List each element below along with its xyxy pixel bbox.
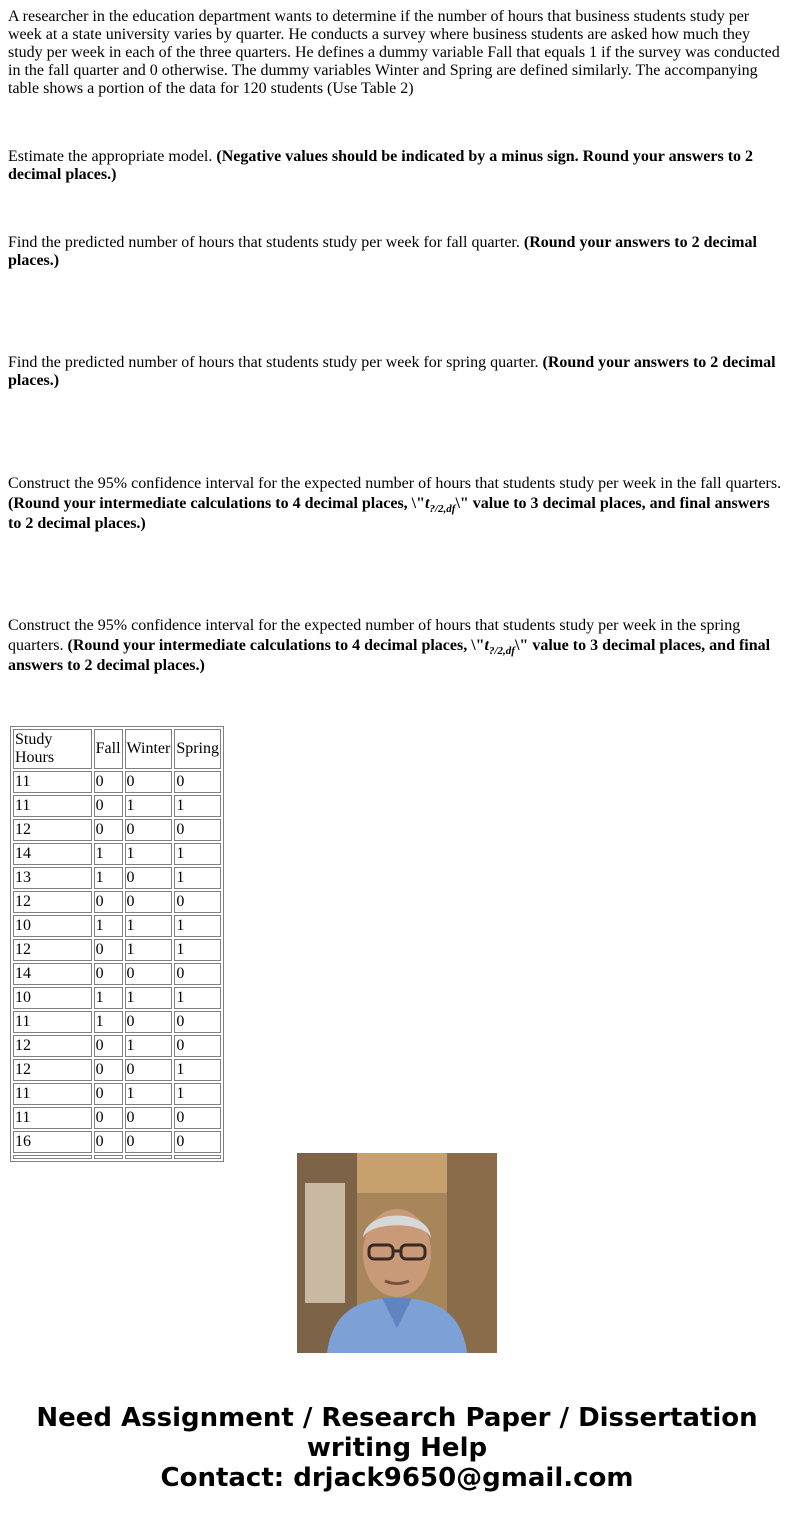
table-cell: 0 bbox=[174, 1107, 221, 1129]
table-row bbox=[13, 939, 221, 961]
table-cell: 1 bbox=[94, 915, 123, 937]
question-5: Construct the 95% confidence interval for the expected number of hours that students study per week in the spring quarters. (Round your intermediate calculations to 4 decimal places, $\backslash"t_{?/2,df}\backslash$" value to 3 decimal places, and final answers to 2 decimal places.) bbox=[8, 617, 771, 674]
table-cell: 14 bbox=[13, 963, 92, 985]
table-cell: 1 bbox=[174, 1059, 221, 1081]
table-cell: 0 bbox=[125, 867, 173, 889]
table-cell: 0 bbox=[174, 771, 221, 793]
table-row bbox=[13, 1035, 221, 1057]
table-cell bbox=[174, 1155, 221, 1159]
table-cell: 11 bbox=[13, 795, 92, 817]
table-cell: 12 bbox=[13, 939, 92, 961]
table-cell: 0 bbox=[125, 891, 173, 913]
table-cell: 1 bbox=[94, 867, 123, 889]
table-cell: 1 bbox=[125, 1083, 173, 1105]
table-row bbox=[13, 963, 221, 985]
table-cell: 0 bbox=[94, 819, 123, 841]
table-cell: 1 bbox=[94, 1011, 123, 1033]
table-header-row bbox=[13, 729, 221, 769]
table-row bbox=[13, 1059, 221, 1081]
table-row bbox=[13, 1083, 221, 1105]
table-cell: 11 bbox=[13, 1011, 92, 1033]
table-cell: 0 bbox=[174, 819, 221, 841]
table-cell: 10 bbox=[13, 915, 92, 937]
question-3: Find the predicted number of hours that students study per week for spring quarter. (Round your answers to 2 decimal places.) bbox=[8, 354, 776, 389]
table-cell: 0 bbox=[94, 1035, 123, 1057]
table-cell: 0 bbox=[174, 891, 221, 913]
table-cell bbox=[125, 1155, 173, 1159]
table-cell: 0 bbox=[94, 939, 123, 961]
table-cell: 1 bbox=[125, 939, 173, 961]
table-cell: 1 bbox=[174, 915, 221, 937]
table-cell: 1 bbox=[125, 843, 173, 865]
table-cell: 11 bbox=[13, 771, 92, 793]
table-cell: 11 bbox=[13, 1107, 92, 1129]
ad-contact: Contact: drjack9650@gmail.com bbox=[160, 1463, 634, 1493]
table-cell: 16 bbox=[13, 1131, 92, 1153]
table-cell: 0 bbox=[94, 1059, 123, 1081]
table-cell: 0 bbox=[94, 1107, 123, 1129]
table-cell: 1 bbox=[125, 1035, 173, 1057]
table-cell: 1 bbox=[94, 987, 123, 1009]
table-cell: 0 bbox=[125, 819, 173, 841]
table-row bbox=[13, 915, 221, 937]
table-cell: 0 bbox=[125, 1107, 173, 1129]
table-cell: 0 bbox=[174, 1011, 221, 1033]
table-cell: 1 bbox=[174, 867, 221, 889]
header-cell: Study Hours bbox=[13, 729, 92, 769]
table-cell: 13 bbox=[13, 867, 92, 889]
data-table bbox=[10, 726, 224, 1162]
question-4: Construct the 95% confidence interval for the expected number of hours that students study per week in the fall quarters. (Round your intermediate calculations to 4 decimal places, $\backslash"t_{?/2,df}\backslash$" value to 3 decimal places, and final answers to 2 decimal places.) bbox=[8, 475, 782, 532]
table-row bbox=[13, 1107, 221, 1129]
question-2: Find the predicted number of hours that students study per week for fall quarter. (Round your answers to 2 decimal places.) bbox=[8, 234, 757, 269]
table-row bbox=[13, 1011, 221, 1033]
table-cell: 12 bbox=[13, 1035, 92, 1057]
table-cell: 0 bbox=[94, 1083, 123, 1105]
table-cell: 12 bbox=[13, 819, 92, 841]
table-cell: 0 bbox=[125, 771, 173, 793]
table-row bbox=[13, 987, 221, 1009]
question-1: Estimate the appropriate model. (Negative values should be indicated by a minus sign. Round your answers to 2 decimal places.) bbox=[8, 148, 754, 183]
table-cell: 0 bbox=[94, 1131, 123, 1153]
table-cell: 12 bbox=[13, 1059, 92, 1081]
data-table-wrapper bbox=[10, 726, 224, 1150]
table-cell: 0 bbox=[94, 795, 123, 817]
table-cell: 0 bbox=[174, 1035, 221, 1057]
table-cell bbox=[13, 1155, 92, 1159]
table-row bbox=[13, 891, 221, 913]
table-cell: 11 bbox=[13, 1083, 92, 1105]
ad-line-2: writing Help bbox=[306, 1433, 488, 1463]
table-cell: 0 bbox=[94, 891, 123, 913]
table-cell: 1 bbox=[174, 939, 221, 961]
table-cell: 1 bbox=[125, 795, 173, 817]
table-row bbox=[13, 1131, 221, 1153]
table-cell: 1 bbox=[174, 795, 221, 817]
table-row bbox=[13, 867, 221, 889]
table-row bbox=[13, 819, 221, 841]
ad-line-1: Need Assignment / Research Paper / Dissertation bbox=[36, 1403, 758, 1433]
avatar bbox=[297, 1153, 497, 1353]
table-cell: 0 bbox=[125, 1131, 173, 1153]
table-cell: 0 bbox=[174, 963, 221, 985]
table-cell: 1 bbox=[125, 915, 173, 937]
table-cell: 12 bbox=[13, 891, 92, 913]
table-cell: 0 bbox=[174, 1131, 221, 1153]
person-photo-icon bbox=[297, 1153, 497, 1353]
table-cell: 1 bbox=[174, 843, 221, 865]
table-cell: 1 bbox=[125, 987, 173, 1009]
table-cell: 1 bbox=[174, 1083, 221, 1105]
table-cell: 0 bbox=[94, 771, 123, 793]
table-cell: 14 bbox=[13, 843, 92, 865]
table-row bbox=[13, 771, 221, 793]
table-cell: 0 bbox=[125, 1059, 173, 1081]
table-row bbox=[13, 843, 221, 865]
advertisement-banner bbox=[0, 1403, 794, 1493]
intro-paragraph: A researcher in the education department wants to determine if the number of hours that business students study per week at a state university varies by quarter. He conducts a survey where business students are asked how much they study per week in each of the three quarters. He defines a dummy variable Fall that equals 1 if the survey was conducted in the fall quarter and 0 otherwise. The dummy variables Winter and Spring are defined similarly. The accompanying table shows a portion of the data for 120 students (Use Table 2) bbox=[8, 8, 780, 97]
table-cell: 0 bbox=[125, 963, 173, 985]
table-cell: 0 bbox=[125, 1011, 173, 1033]
table-cell bbox=[94, 1155, 123, 1159]
header-cell: Fall bbox=[94, 729, 123, 769]
table-cell: 1 bbox=[174, 987, 221, 1009]
table-row bbox=[13, 1155, 221, 1159]
header-cell: Winter bbox=[125, 729, 173, 769]
table-row bbox=[13, 795, 221, 817]
table-cell: 10 bbox=[13, 987, 92, 1009]
table-cell: 0 bbox=[94, 963, 123, 985]
table-cell: 1 bbox=[94, 843, 123, 865]
header-cell: Spring bbox=[174, 729, 221, 769]
